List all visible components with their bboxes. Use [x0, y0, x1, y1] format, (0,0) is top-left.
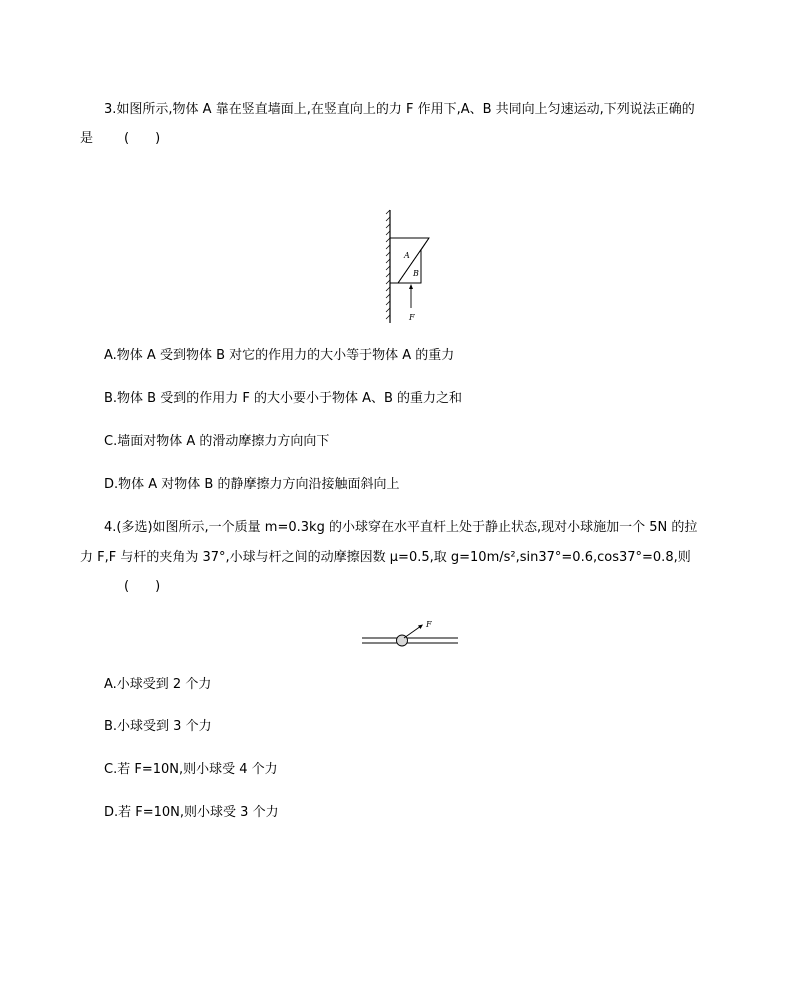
q4-stem-line2: 力 F,F 与杆的夹角为 37°,小球与杆之间的动摩擦因数 μ=0.5,取 g=10m/s²,sin37°=0.6,cos37°=0.8,则 [80, 550, 691, 565]
q3-option-b: B.物体 B 受到的作用力 F 的大小要小于物体 A、B 的重力之和 [104, 391, 463, 406]
q4-option-b: B.小球受到 3 个力 [104, 719, 212, 734]
q4-figure [360, 616, 462, 650]
q4-stem-line1: 4.(多选)如图所示,一个质量 m=0.3kg 的小球穿在水平直杆上处于静止状态,现对小球施加一个 5N 的拉 [104, 520, 698, 535]
wall-hatching [386, 210, 390, 319]
label-b: B [413, 269, 419, 278]
q3-figure [376, 208, 436, 326]
q3-figure-svg [376, 208, 436, 326]
pull-force-head [418, 625, 423, 630]
block-a-shape [390, 238, 429, 283]
q4-option-d: D.若 F=10N,则小球受 3 个力 [104, 805, 279, 820]
q3-stem-line1: 3.如图所示,物体 A 靠在竖直墙面上,在竖直向上的力 F 作用下,A、B 共同向上匀速运动,下列说法正确的 [104, 102, 695, 117]
label-a: A [404, 251, 410, 260]
q4-option-a: A.小球受到 2 个力 [104, 677, 212, 692]
q3-option-c: C.墙面对物体 A 的滑动摩擦力方向向下 [104, 434, 330, 449]
q4-option-c: C.若 F=10N,则小球受 4 个力 [104, 762, 278, 777]
force-arrow-head [409, 284, 413, 289]
q4-figure-svg [360, 616, 462, 650]
q3-option-a: A.物体 A 受到物体 B 对它的作用力的大小等于物体 A 的重力 [104, 348, 455, 363]
pull-force-line [404, 626, 421, 638]
q3-answer-paren: ( ) [124, 131, 161, 146]
label-f: F [426, 620, 432, 629]
q4-answer-paren: ( ) [124, 579, 161, 594]
q3-option-d: D.物体 A 对物体 B 的静摩擦力方向沿接触面斜向上 [104, 477, 400, 492]
q3-stem-line2: 是 [80, 131, 94, 146]
label-f: F [409, 313, 415, 322]
